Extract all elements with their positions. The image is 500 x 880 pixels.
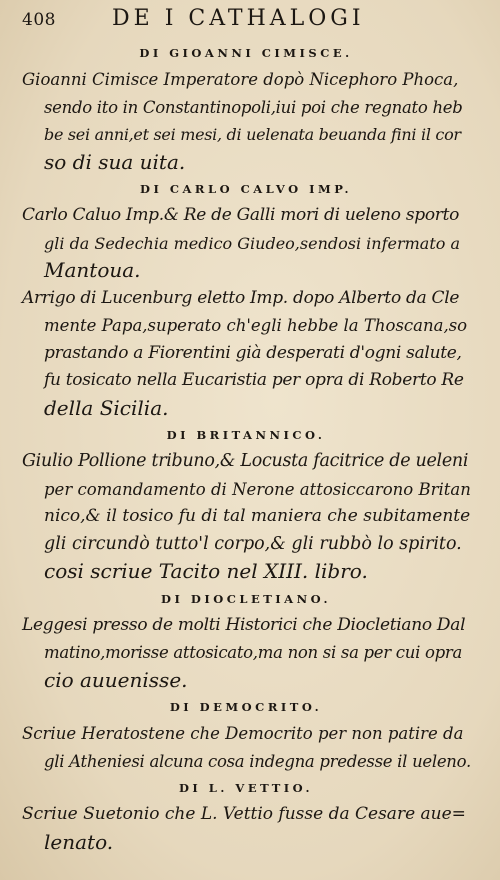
text-line: gli Atheniesi alcuna cosa indegna predesse il ueleno. xyxy=(44,751,471,771)
text-line: nico,& il tosico fu di tal maniera che subitamente xyxy=(44,506,471,526)
section-heading: DI CARLO CALVO IMP. xyxy=(140,182,352,196)
section xyxy=(22,694,470,775)
text-line: Arrigo di Lucenburg eletto Imp. dopo Alberto da Cle xyxy=(22,287,460,308)
text-line: be sei anni,et sei mesi, di uelenata beuanda fini il cor xyxy=(44,125,461,144)
section-heading: DI DEMOCRITO. xyxy=(169,700,323,714)
text-line: Carlo Caluo Imp.& Re de Galli mori di ueleno sporto xyxy=(22,205,460,225)
section-heading: DI BRITANNICO. xyxy=(166,428,326,442)
text-line: cio auuenisse. xyxy=(44,667,188,692)
text-line: prastando a Fiorentini già desperati d'ogni salute, xyxy=(44,342,462,363)
body-text xyxy=(22,40,470,856)
text-line: Mantoua. xyxy=(44,258,141,282)
paragraph xyxy=(22,66,470,176)
text-line: Giulio Pollione tribuno,& Locusta facitrice de ueleni xyxy=(22,451,469,471)
text-line: Scriue Suetonio che L. Vettio fusse da Cesare aue= xyxy=(22,804,466,824)
section xyxy=(22,422,470,586)
text-line: Leggesi presso de molti Historici che Diocletiano Dal xyxy=(22,614,466,635)
text-line: gli da Sedechia medico Giudeo,sendosi infermato a xyxy=(44,233,461,253)
section xyxy=(22,775,470,856)
text-line: gli circundò tutto'l corpo,& gli rubbò lo spirito. xyxy=(44,533,462,554)
section-heading: DI DIOCLETIANO. xyxy=(161,591,331,606)
text-line: cosi scriue Tacito nel XIII. libro. xyxy=(44,559,368,583)
paragraph xyxy=(22,285,470,423)
section xyxy=(22,176,470,422)
paragraph xyxy=(22,448,470,586)
section-heading: DI L. VETTIO. xyxy=(178,781,314,795)
paragraph xyxy=(22,801,470,856)
page-number: 408 xyxy=(22,10,56,30)
text-line: sendo ito in Constantinopoli,iui poi che regnato heb xyxy=(44,97,463,117)
section xyxy=(22,40,470,176)
text-line: Scriue Heratostene che Democrito per non patire da xyxy=(22,724,464,743)
text-line: mente Papa,superato ch'egli hebbe la Thoscana,so xyxy=(44,316,468,335)
section xyxy=(22,586,470,695)
text-line: matino,morisse attosicato,ma non si sa per cui opra xyxy=(44,643,463,662)
text-line: Gioanni Cimisce Imperatore dopò Nicephoro Phoca, xyxy=(22,70,459,89)
running-title: DE I CATHALOGI xyxy=(112,6,365,31)
text-line: lenato. xyxy=(44,829,114,854)
text-line: so di sua uita. xyxy=(44,149,186,174)
running-head xyxy=(22,6,470,38)
paragraph xyxy=(22,612,470,695)
paragraph xyxy=(22,202,470,285)
text-line: fu tosicato nella Eucaristia per opra di Roberto Re xyxy=(44,370,464,390)
section-heading: DI GIOANNI CIMISCE. xyxy=(139,46,353,60)
paragraph xyxy=(22,720,470,775)
text-line: per comandamento di Nerone attosiccarono Britan xyxy=(44,479,471,499)
text-line: della Sicilia. xyxy=(44,395,169,420)
